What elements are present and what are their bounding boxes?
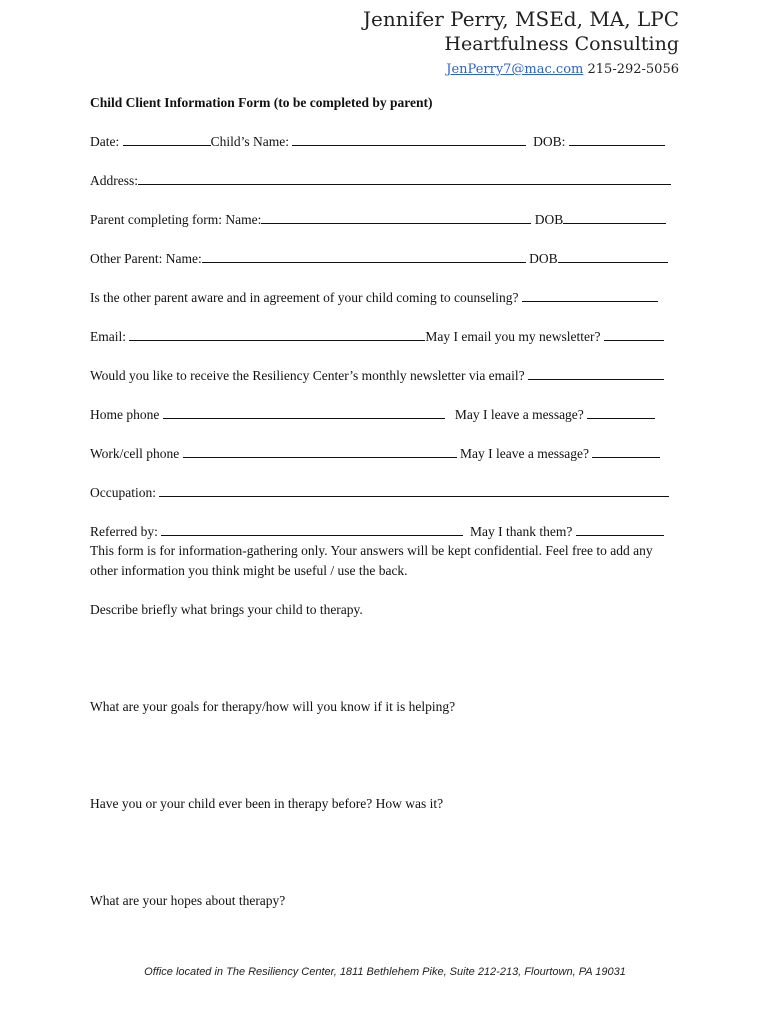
newsletter-email-label: May I email you my newsletter? [425, 329, 601, 344]
question-3: Have you or your child ever been in therapy before? How was it? [90, 796, 444, 811]
resiliency-field[interactable] [528, 367, 664, 380]
newsletter-email-field[interactable] [604, 328, 664, 341]
work-phone-field[interactable] [183, 445, 457, 458]
other-parent-dob-label: DOB [529, 251, 558, 266]
home-phone-field[interactable] [163, 406, 445, 419]
thank-field[interactable] [576, 523, 664, 536]
email-label: Email: [90, 329, 126, 344]
form-body [90, 92, 680, 962]
confidentiality-note: This form is for information-gathering only. Your answers will be kept confidential. Feel free to add any other information you think might be useful / use the back. [90, 543, 653, 578]
row-email [90, 326, 680, 365]
child-name-field[interactable] [292, 133, 526, 146]
child-name-label: Child’s Name: [210, 134, 289, 149]
email-field[interactable] [129, 328, 425, 341]
other-parent-label: Other Parent: Name: [90, 251, 202, 266]
work-message-label: May I leave a message? [460, 446, 589, 461]
row-other-parent [90, 248, 680, 287]
home-message-field[interactable] [587, 406, 655, 419]
home-phone-label: Home phone [90, 407, 160, 422]
address-label: Address: [90, 173, 138, 188]
other-parent-field[interactable] [202, 250, 526, 263]
parent-name-label: Parent completing form: Name: [90, 212, 262, 227]
row-referred [90, 521, 680, 541]
row-parent [90, 209, 680, 248]
resiliency-label: Would you like to receive the Resiliency Center’s monthly newsletter via email? [90, 368, 525, 383]
email-link[interactable]: JenPerry7@mac.com [446, 62, 584, 77]
parent-dob-label: DOB [534, 212, 564, 227]
contact-line [363, 60, 679, 80]
dob-label: DOB: [533, 134, 566, 149]
home-message-label: May I leave a message? [454, 407, 584, 422]
occupation-label: Occupation: [90, 485, 156, 500]
answer-area-3[interactable] [90, 815, 680, 890]
phone-number: 215-292-5056 [587, 62, 679, 77]
practice-name: Heartfulness Consulting [444, 33, 679, 55]
office-address-footer: Office located in The Resiliency Center, 1811 Bethlehem Pike, Suite 212-213, Flourtown, PA 19031 [144, 966, 626, 978]
referred-label: Referred by: [90, 524, 158, 539]
practitioner-name: Jennifer Perry, MSEd, MA, LPC [362, 7, 679, 31]
dob-field[interactable] [569, 133, 665, 146]
row-parent-aware [90, 287, 680, 326]
question-1: Describe briefly what brings your child to therapy. [90, 602, 363, 617]
row-date-child [90, 131, 680, 170]
row-occupation [90, 482, 680, 521]
parent-name-field[interactable] [261, 211, 531, 224]
aware-label: Is the other parent aware and in agreement of your child coming to counseling? [90, 290, 519, 305]
occupation-field[interactable] [159, 484, 669, 497]
answer-area-4[interactable] [90, 912, 680, 962]
address-field[interactable] [138, 172, 671, 185]
answer-area-2[interactable] [90, 718, 680, 793]
work-message-field[interactable] [592, 445, 660, 458]
thank-label: May I thank them? [469, 524, 573, 539]
row-address [90, 170, 680, 209]
answer-area-1[interactable] [90, 621, 680, 696]
date-label: Date: [90, 134, 120, 149]
letterhead [363, 6, 679, 80]
parent-dob-field[interactable] [563, 211, 666, 224]
date-field[interactable] [123, 133, 211, 146]
work-phone-label: Work/cell phone [90, 446, 180, 461]
referred-field[interactable] [161, 523, 463, 536]
question-4: What are your hopes about therapy? [90, 893, 286, 908]
other-parent-dob-field[interactable] [558, 250, 668, 263]
row-work-phone [90, 443, 680, 482]
aware-field[interactable] [522, 289, 658, 302]
row-home-phone [90, 404, 680, 443]
question-2: What are your goals for therapy/how will you know if it is helping? [90, 699, 456, 714]
row-resiliency-newsletter [90, 365, 680, 404]
form-title: Child Client Information Form (to be completed by parent) [90, 95, 433, 110]
